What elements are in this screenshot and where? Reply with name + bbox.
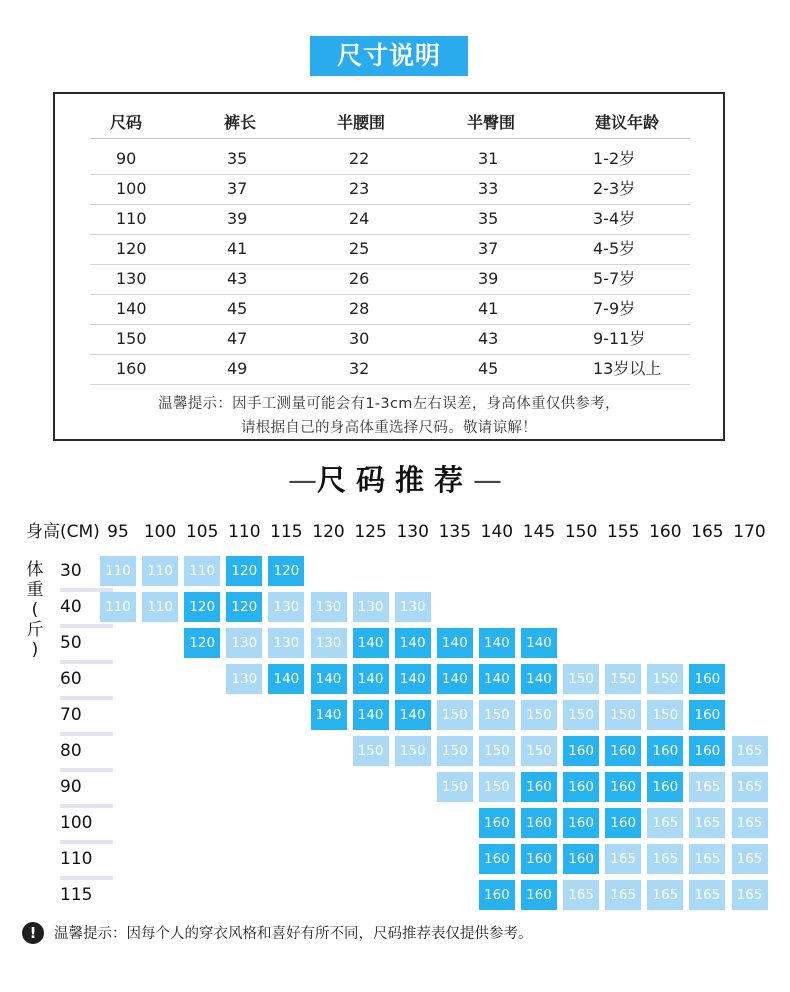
weight-label-char: ( xyxy=(31,600,39,620)
size-table-cell: 35 xyxy=(227,149,248,168)
recommend-size-cell: 150 xyxy=(479,700,515,730)
recommend-size-cell: 150 xyxy=(353,736,389,766)
size-table-header xyxy=(90,108,690,139)
recommend-size-cell: 165 xyxy=(605,844,641,874)
height-column-label: 95 xyxy=(107,522,129,542)
recommend-size-cell: 165 xyxy=(689,880,725,910)
recommend-size-cell: 165 xyxy=(563,880,599,910)
recommend-size-cell: 165 xyxy=(732,772,768,802)
height-column-label: 140 xyxy=(480,522,514,542)
recommend-size-cell: 140 xyxy=(395,628,431,658)
recommend-size-cell: 130 xyxy=(311,628,347,658)
weight-row-divider xyxy=(60,768,113,772)
recommend-size-cell: 160 xyxy=(605,772,641,802)
recommend-size-cell: 160 xyxy=(689,700,725,730)
size-table-cell: 31 xyxy=(478,149,499,168)
weight-row-divider xyxy=(60,624,113,628)
size-table-cell: 120 xyxy=(116,239,147,258)
weight-row-label: 110 xyxy=(60,849,93,869)
size-table-cell: 100 xyxy=(116,179,147,198)
size-table-cell: 130 xyxy=(116,269,147,288)
recommend-size-cell: 165 xyxy=(647,880,683,910)
recommend-size-cell: 150 xyxy=(437,772,473,802)
size-table-cell: 2-3岁 xyxy=(593,179,636,198)
recommend-size-cell: 130 xyxy=(311,592,347,622)
title-left-dash: — xyxy=(287,463,317,497)
size-table-cell: 37 xyxy=(478,239,499,258)
height-column-label: 170 xyxy=(733,522,766,542)
size-table-row xyxy=(90,294,690,325)
size-table-cell: 25 xyxy=(349,239,370,258)
weight-row-divider xyxy=(60,876,113,880)
height-column-label: 165 xyxy=(691,522,724,542)
weight-row-label: 60 xyxy=(60,669,82,689)
size-table-row xyxy=(90,144,690,175)
header-half-hip: 半臀围 xyxy=(467,113,516,132)
size-table-cell: 110 xyxy=(116,209,147,228)
recommend-size-cell: 160 xyxy=(479,880,515,910)
weight-row-label: 80 xyxy=(60,741,82,761)
size-table-cell: 13岁以上 xyxy=(593,359,662,378)
recommend-size-cell: 150 xyxy=(479,772,515,802)
weight-row-divider xyxy=(60,732,113,736)
size-table-cell: 160 xyxy=(116,359,147,378)
recommend-size-cell: 165 xyxy=(647,808,683,838)
recommend-size-cell: 150 xyxy=(563,664,599,694)
height-column-label: 125 xyxy=(354,522,387,542)
size-table-cell: 140 xyxy=(116,299,147,318)
height-column-label: 110 xyxy=(228,522,261,542)
height-column-label: 155 xyxy=(606,522,640,542)
recommend-size-cell: 140 xyxy=(479,664,515,694)
recommend-size-cell: 150 xyxy=(563,700,599,730)
recommend-size-cell: 140 xyxy=(395,664,431,694)
recommend-size-cell: 165 xyxy=(732,844,768,874)
size-table-row xyxy=(90,204,690,235)
recommend-size-cell: 120 xyxy=(184,628,220,658)
recommend-size-cell: 160 xyxy=(689,664,725,694)
size-table-cell: 32 xyxy=(349,359,370,378)
recommend-size-cell: 165 xyxy=(732,808,768,838)
height-column-label: 115 xyxy=(270,522,303,542)
recommend-size-cell: 140 xyxy=(311,664,347,694)
recommend-size-cell: 160 xyxy=(647,736,683,766)
recommend-size-cell: 140 xyxy=(353,628,389,658)
recommend-size-cell: 140 xyxy=(437,664,473,694)
size-table-cell: 90 xyxy=(116,149,137,168)
size-table-cell: 26 xyxy=(349,269,370,288)
weight-row-label: 70 xyxy=(60,705,82,725)
recommend-size-cell: 160 xyxy=(479,808,515,838)
recommend-size-cell: 120 xyxy=(184,592,220,622)
exclamation-icon: ! xyxy=(22,922,44,944)
size-table-cell: 24 xyxy=(349,209,370,228)
recommend-size-cell: 165 xyxy=(689,808,725,838)
size-table-cell: 45 xyxy=(478,359,499,378)
size-table-row xyxy=(90,264,690,295)
size-table-cell: 3-4岁 xyxy=(593,209,636,228)
height-column-label: 150 xyxy=(564,522,598,542)
recommend-size-cell: 120 xyxy=(226,556,262,586)
height-column-label: 130 xyxy=(396,522,429,542)
weight-label-char: 重 xyxy=(26,580,44,600)
header-pants-length: 裤长 xyxy=(224,113,257,132)
size-table-row xyxy=(90,174,690,205)
size-table-cell: 49 xyxy=(227,359,248,378)
recommend-size-cell: 140 xyxy=(353,700,389,730)
recommend-size-cell: 110 xyxy=(142,556,178,586)
recommend-size-cell: 160 xyxy=(521,808,557,838)
recommend-size-cell: 110 xyxy=(100,592,136,622)
recommend-size-cell: 160 xyxy=(647,772,683,802)
height-column-label: 160 xyxy=(649,522,682,542)
recommend-size-cell: 140 xyxy=(437,628,473,658)
height-column-label: 135 xyxy=(438,522,472,542)
size-table-cell: 39 xyxy=(478,269,499,288)
size-table-cell: 33 xyxy=(478,179,499,198)
recommend-size-cell: 140 xyxy=(479,628,515,658)
recommend-size-cell: 130 xyxy=(226,664,262,694)
recommend-size-cell: 150 xyxy=(437,736,473,766)
size-table-cell: 43 xyxy=(227,269,248,288)
footer-notice-text: 温馨提示：因每个人的穿衣风格和喜好有所不同，尺码推荐表仅提供参考。 xyxy=(54,926,533,942)
size-table-cell: 4-5岁 xyxy=(593,239,636,258)
recommend-size-cell: 160 xyxy=(563,844,599,874)
weight-row-label: 40 xyxy=(60,597,82,617)
size-recommend-title-text: 尺码推荐 xyxy=(316,463,473,497)
weight-row-label: 30 xyxy=(60,561,82,581)
recommend-size-cell: 160 xyxy=(605,736,641,766)
recommend-size-cell: 150 xyxy=(521,736,557,766)
recommend-size-cell: 110 xyxy=(100,556,136,586)
recommend-size-cell: 120 xyxy=(268,556,304,586)
weight-row-divider xyxy=(60,660,113,664)
recommend-size-cell: 130 xyxy=(395,592,431,622)
recommend-size-cell: 140 xyxy=(521,628,557,658)
recommend-size-cell: 130 xyxy=(268,628,304,658)
weight-label-char: ) xyxy=(31,640,39,660)
recommend-size-cell: 165 xyxy=(605,880,641,910)
recommend-size-cell: 160 xyxy=(521,772,557,802)
size-table-cell: 41 xyxy=(227,239,248,258)
recommend-size-cell: 140 xyxy=(395,700,431,730)
recommend-size-cell: 130 xyxy=(353,592,389,622)
recommend-size-cell: 165 xyxy=(689,772,725,802)
height-axis-label: 身高(CM) xyxy=(26,522,100,542)
header-half-waist: 半腰围 xyxy=(337,113,386,132)
weight-axis-label xyxy=(24,560,46,660)
size-table-cell: 43 xyxy=(478,329,499,348)
height-column-label: 120 xyxy=(312,522,345,542)
weight-row-label: 90 xyxy=(60,777,82,797)
recommend-size-cell: 130 xyxy=(268,592,304,622)
size-table-cell: 28 xyxy=(349,299,370,318)
size-table-cell: 39 xyxy=(227,209,248,228)
weight-row-label: 50 xyxy=(60,633,82,653)
size-table-cell: 23 xyxy=(349,179,370,198)
weight-row-divider xyxy=(60,696,113,700)
recommend-size-cell: 160 xyxy=(521,844,557,874)
recommend-size-cell: 140 xyxy=(521,664,557,694)
recommend-size-cell: 165 xyxy=(647,844,683,874)
recommend-size-cell: 150 xyxy=(647,664,683,694)
weight-label-char: 斤 xyxy=(26,620,44,640)
recommend-size-cell: 160 xyxy=(479,844,515,874)
size-table-cell: 35 xyxy=(478,209,499,228)
size-table-cell: 22 xyxy=(349,149,370,168)
weight-row-divider xyxy=(60,804,113,808)
recommend-size-cell: 160 xyxy=(563,772,599,802)
recommend-size-cell: 165 xyxy=(732,736,768,766)
recommend-size-cell: 150 xyxy=(437,700,473,730)
size-recommend-title xyxy=(0,458,790,499)
size-table-cell: 37 xyxy=(227,179,248,198)
recommend-size-cell: 160 xyxy=(521,880,557,910)
height-column-label: 145 xyxy=(522,522,556,542)
recommend-size-cell: 150 xyxy=(395,736,431,766)
size-table-cell: 45 xyxy=(227,299,248,318)
size-table-cell: 41 xyxy=(478,299,499,318)
size-table-cell: 9-11岁 xyxy=(593,329,646,348)
recommend-size-cell: 150 xyxy=(479,736,515,766)
measurement-notice-line2: 请根据自己的身高体重选择尺码。敬请谅解！ xyxy=(241,420,537,436)
header-size: 尺码 xyxy=(110,113,143,132)
recommend-size-cell: 140 xyxy=(311,700,347,730)
size-table-cell: 150 xyxy=(116,329,147,348)
recommend-size-cell: 160 xyxy=(605,808,641,838)
size-table-cell: 1-2岁 xyxy=(593,149,636,168)
recommend-size-cell: 130 xyxy=(226,628,262,658)
weight-label-char: 体 xyxy=(26,560,44,580)
size-table-cell: 47 xyxy=(227,329,248,348)
recommend-size-cell: 150 xyxy=(521,700,557,730)
size-table-cell: 30 xyxy=(349,329,370,348)
recommend-size-cell: 160 xyxy=(563,808,599,838)
header-age: 建议年龄 xyxy=(595,113,660,132)
size-table-row xyxy=(90,324,690,355)
weight-row-label: 115 xyxy=(60,885,93,905)
recommend-size-cell: 150 xyxy=(647,700,683,730)
recommend-size-cell: 120 xyxy=(226,592,262,622)
recommend-size-cell: 150 xyxy=(605,700,641,730)
recommend-size-cell: 150 xyxy=(605,664,641,694)
height-column-label: 105 xyxy=(185,522,219,542)
recommend-size-cell: 140 xyxy=(353,664,389,694)
recommend-size-cell: 160 xyxy=(689,736,725,766)
size-table-cell: 7-9岁 xyxy=(593,299,636,318)
weight-row-label: 100 xyxy=(60,813,93,833)
size-table-cell: 5-7岁 xyxy=(593,269,636,288)
size-table-row xyxy=(90,234,690,265)
recommend-size-cell: 110 xyxy=(142,592,178,622)
measurement-notice-line1: 温馨提示：因手工测量可能会有1-3cm左右误差，身高体重仅供参考， xyxy=(158,396,620,412)
recommend-size-cell: 165 xyxy=(732,880,768,910)
size-table-row xyxy=(90,354,690,385)
recommend-size-cell: 140 xyxy=(268,664,304,694)
size-table xyxy=(53,92,725,441)
recommend-size-cell: 165 xyxy=(689,844,725,874)
weight-row-divider xyxy=(60,840,113,844)
recommend-size-cell: 160 xyxy=(563,736,599,766)
recommend-size-cell: 110 xyxy=(184,556,220,586)
size-guide-title: 尺寸说明 xyxy=(310,36,468,76)
title-right-dash: — xyxy=(473,463,502,497)
height-column-label: 100 xyxy=(143,522,177,542)
